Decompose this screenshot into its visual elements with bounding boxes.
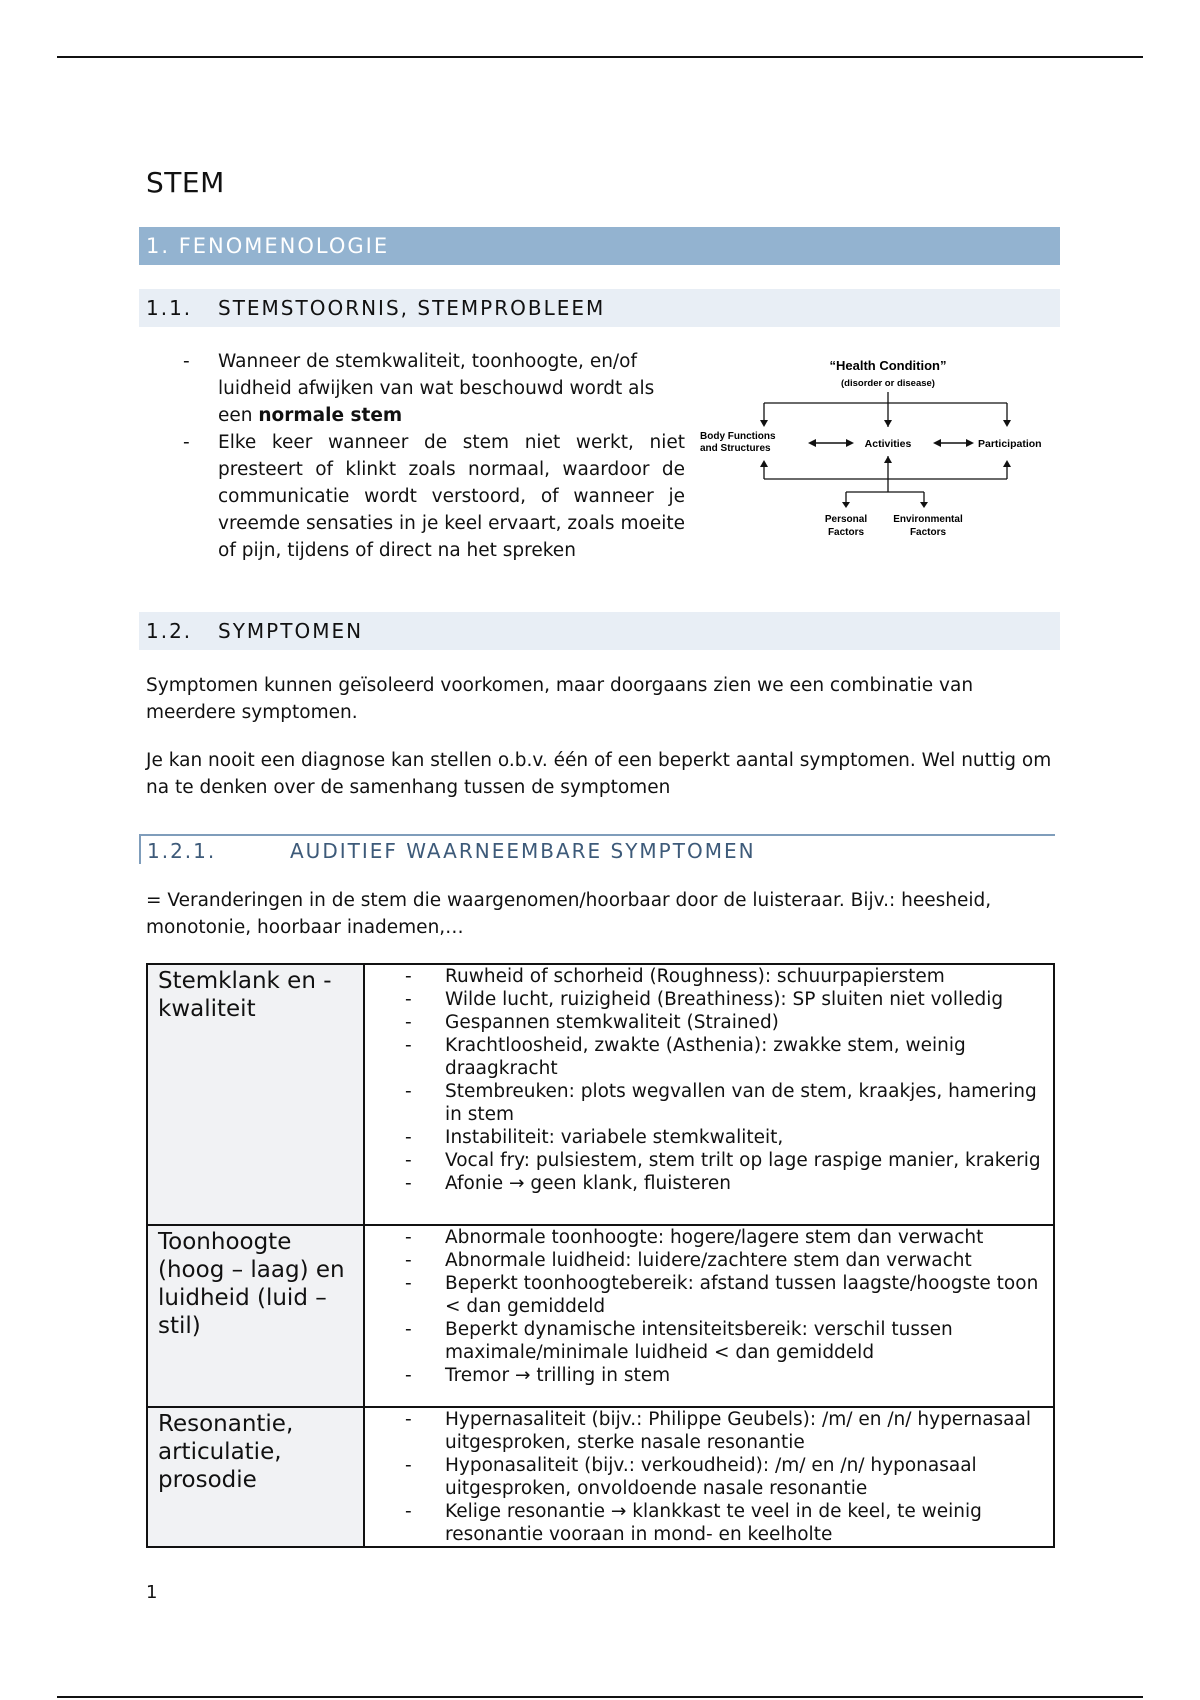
list-item: - Stembreuken: plots wegvallen van de stem, kraakjes, hamering in stem: [405, 1081, 1037, 1125]
heading-1-2: [139, 612, 1060, 650]
category-cell: Toonhoogte (hoog – laag) en luidheid (luid – stil): [147, 1225, 364, 1407]
diagram-participation: Participation: [978, 438, 1042, 450]
bullet-item: [180, 429, 685, 564]
header-rule: [57, 56, 1143, 58]
symptoms-cell: [364, 1407, 1054, 1547]
bold-term: normale stem: [258, 405, 403, 426]
list-item: - Abnormale toonhoogte: hogere/lagere stem dan verwacht: [405, 1227, 984, 1248]
bullet-text: Wanneer de stemkwaliteit, toonhoogte, en/of luidheid afwijken van wat beschouwd wordt als een: [218, 351, 655, 426]
table-row: [147, 964, 1054, 1225]
diagram-environmental: Environmental: [893, 514, 963, 525]
footer-rule: [57, 1696, 1143, 1698]
symptoms-cell: [364, 1225, 1054, 1407]
heading-1-fenomenologie: 1. FENOMENOLOGIE: [139, 227, 1060, 265]
heading-number: 1.2.: [146, 619, 193, 643]
list-item: - Abnormale luidheid: luidere/zachtere stem dan verwacht: [405, 1250, 972, 1271]
table-row: [147, 1407, 1054, 1547]
table-row: [147, 1225, 1054, 1407]
list-item: - Vocal fry: pulsiestem, stem trilt op lage raspige manier, krakerig: [405, 1150, 1041, 1171]
diagram-body-functions: Body Functions: [700, 431, 776, 442]
definition-bullets: [180, 348, 685, 564]
diagram-title: “Health Condition”: [829, 358, 947, 373]
symptoms-cell: [364, 964, 1054, 1225]
paragraph-symptoms-intro: Symptomen kunnen geïsoleerd voorkomen, maar doorgaans zien we een combinatie van meerdere symptomen.: [146, 675, 974, 723]
diagram-personal: Personal: [824, 514, 868, 525]
diagram-activities: Activities: [864, 438, 912, 450]
page-number: 1: [146, 1582, 158, 1603]
symptoms-table: [146, 963, 1055, 1548]
heading-number: 1.2.1.: [147, 839, 217, 863]
category-cell: Stemklank en -kwaliteit: [147, 964, 364, 1225]
symptom-list: [405, 1408, 1045, 1546]
list-item: - Ruwheid of schorheid (Roughness): schuurpapierstem: [405, 966, 945, 987]
list-item: - Afonie → geen klank, fluisteren: [405, 1173, 731, 1194]
bullet-text: Elke keer wanneer de stem niet werkt, niet presteert of klinkt zoals normaal, waardoor de communicatie wordt verstoord, of wanneer je vreemde sensaties in je keel ervaart, zoals moeite of pijn, tijdens of direct na het spreken: [218, 432, 685, 561]
list-item: - Kelige resonantie → klankkast te veel in de keel, te weinig resonantie vooraan in mond- en keelholte: [405, 1501, 982, 1545]
list-item: - Instabiliteit: variabele stemkwaliteit,: [405, 1127, 784, 1148]
heading-label: AUDITIEF WAARNEEMBARE SYMPTOMEN: [290, 839, 756, 863]
list-item: - Wilde lucht, ruizigheid (Breathiness): SP sluiten niet volledig: [405, 989, 1004, 1010]
heading-label: STEMSTOORNIS, STEMPROBLEEM: [218, 296, 606, 320]
heading-label: SYMPTOMEN: [218, 619, 364, 643]
list-item: - Beperkt dynamische intensiteitsbereik: verschil tussen maximale/minimale luidheid < dan gemiddeld: [405, 1319, 953, 1363]
diagram-body-structures: and Structures: [700, 443, 771, 454]
paragraph-auditory-definition: = Veranderingen in de stem die waargenomen/hoorbaar door de luisteraar. Bijv.: heesheid, monotonie, hoorbaar inademen,…: [146, 890, 992, 938]
diagram-subtitle: (disorder or disease): [841, 378, 935, 389]
dash-bullet: -: [183, 432, 190, 453]
list-item: - Beperkt toonhoogtebereik: afstand tussen laagste/hoogste toon < dan gemiddeld: [405, 1273, 1039, 1317]
heading-1-1: [139, 289, 1060, 327]
heading-number: 1.1.: [146, 296, 193, 320]
document-title: STEM: [146, 166, 225, 199]
diagram-personal-factors: Factors: [827, 527, 865, 538]
symptom-list: [405, 1226, 1045, 1387]
bullet-item: [180, 348, 685, 429]
dash-bullet: -: [183, 351, 190, 372]
list-item: - Tremor → trilling in stem: [405, 1365, 671, 1386]
category-cell: Resonantie, articulatie, prosodie: [147, 1407, 364, 1547]
diagram-environmental-factors: Factors: [909, 527, 947, 538]
list-item: - Gespannen stemkwaliteit (Strained): [405, 1012, 779, 1033]
list-item: - Krachtloosheid, zwakte (Asthenia): zwakke stem, weinig draagkracht: [405, 1035, 966, 1079]
heading-1-2-1: [139, 834, 1055, 864]
paragraph-diagnosis: Je kan nooit een diagnose kan stellen o.b.v. één of een beperkt aantal symptomen. Wel nuttig om na te denken over de samenhang tussen de symptomen: [146, 750, 1052, 798]
icf-health-condition-diagram: [700, 356, 1060, 546]
list-item: - Hyponasaliteit (bijv.: verkoudheid): /m/ en /n/ hyponasaal uitgesproken, onvoldoende nasale resonantie: [405, 1455, 977, 1499]
symptom-list: [405, 965, 1045, 1195]
list-item: - Hypernasaliteit (bijv.: Philippe Geubels): /m/ en /n/ hypernasaal uitgesproken, sterke nasale resonantie: [405, 1409, 1031, 1453]
